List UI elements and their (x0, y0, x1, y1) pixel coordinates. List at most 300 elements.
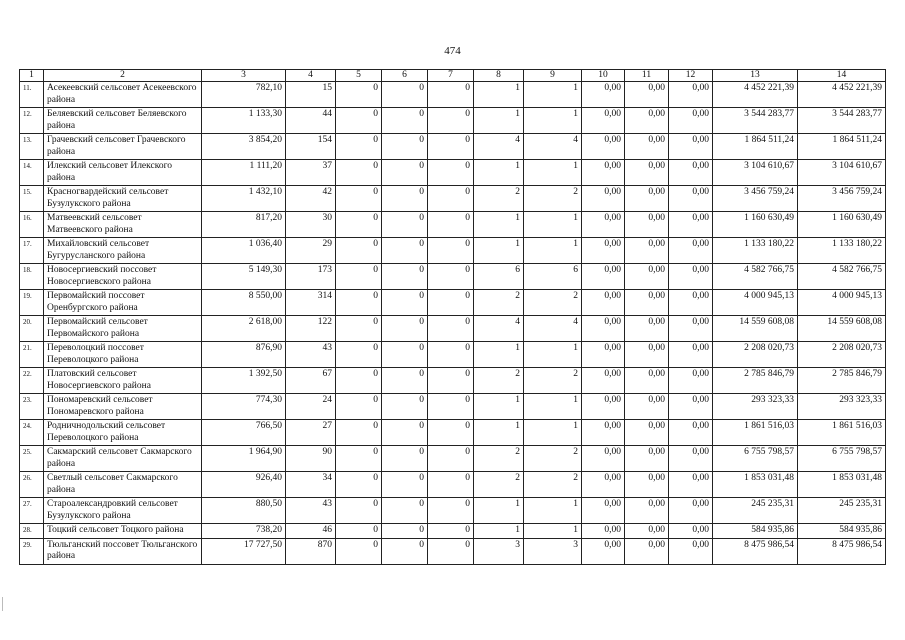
table-row (20, 538, 886, 564)
row-number: 17. (20, 238, 44, 264)
cell-value: 0,00 (625, 160, 669, 186)
cell-value: 0 (336, 160, 382, 186)
table-row (20, 394, 886, 420)
cell-value: 870 (286, 538, 336, 564)
column-header: 11 (625, 70, 669, 82)
cell-value: 0,00 (625, 264, 669, 290)
cell-value: 0 (428, 160, 474, 186)
cell-value: 1 861 516,03 (713, 420, 798, 446)
cell-value: 245 235,31 (713, 498, 798, 524)
cell-value: 0 (428, 394, 474, 420)
cell-value: 2 (474, 446, 524, 472)
cell-value: 0,00 (582, 134, 625, 160)
cell-value: 245 235,31 (798, 498, 886, 524)
cell-value: 30 (286, 212, 336, 238)
cell-value: 4 582 766,75 (798, 264, 886, 290)
row-number: 15. (20, 186, 44, 212)
cell-value: 0,00 (582, 472, 625, 498)
cell-value: 14 559 608,08 (798, 316, 886, 342)
row-number: 21. (20, 342, 44, 368)
row-number: 23. (20, 394, 44, 420)
cell-value: 0 (382, 342, 428, 368)
cell-value: 0,00 (625, 238, 669, 264)
cell-value: 8 475 986,54 (798, 538, 886, 564)
cell-value: 0,00 (582, 160, 625, 186)
cell-value: 0,00 (625, 524, 669, 539)
cell-value: 0,00 (669, 472, 713, 498)
cell-value: 0 (336, 290, 382, 316)
cell-value: 1 (474, 394, 524, 420)
cell-value: 0 (382, 394, 428, 420)
column-header: 14 (798, 70, 886, 82)
column-header: 5 (336, 70, 382, 82)
cell-value: 0 (336, 186, 382, 212)
row-number: 24. (20, 420, 44, 446)
cell-value: 2 208 020,73 (713, 342, 798, 368)
cell-value: 1 392,50 (202, 368, 286, 394)
cell-value: 67 (286, 368, 336, 394)
cell-value: 0 (428, 108, 474, 134)
cell-value: 0,00 (625, 342, 669, 368)
column-header: 9 (524, 70, 582, 82)
cell-value: 0 (382, 82, 428, 108)
municipality-name: Платовский сельсовет Новосергиевского района (44, 368, 202, 394)
cell-value: 0,00 (669, 186, 713, 212)
table-row (20, 498, 886, 524)
cell-value: 0 (382, 524, 428, 539)
table-row (20, 238, 886, 264)
cell-value: 15 (286, 82, 336, 108)
cell-value: 42 (286, 186, 336, 212)
cell-value: 0,00 (625, 368, 669, 394)
cell-value: 0,00 (582, 524, 625, 539)
cell-value: 24 (286, 394, 336, 420)
cell-value: 6 755 798,57 (713, 446, 798, 472)
cell-value: 2 785 846,79 (713, 368, 798, 394)
cell-value: 0,00 (582, 498, 625, 524)
cell-value: 1 (524, 160, 582, 186)
table-row (20, 472, 886, 498)
cell-value: 27 (286, 420, 336, 446)
cell-value: 3 (524, 538, 582, 564)
cell-value: 6 (474, 264, 524, 290)
municipality-name: Родничнодольский сельсовет Переволоцкого района (44, 420, 202, 446)
cell-value: 0 (336, 238, 382, 264)
cell-value: 0 (382, 420, 428, 446)
cell-value: 1 432,10 (202, 186, 286, 212)
cell-value: 0,00 (625, 108, 669, 134)
cell-value: 90 (286, 446, 336, 472)
cell-value: 1 (524, 342, 582, 368)
cell-value: 2 785 846,79 (798, 368, 886, 394)
municipality-name: Михайловский сельсовет Бугурусланского района (44, 238, 202, 264)
cell-value: 2 (474, 472, 524, 498)
cell-value: 0 (336, 82, 382, 108)
cell-value: 0 (428, 420, 474, 446)
cell-value: 0,00 (669, 238, 713, 264)
cell-value: 0,00 (582, 316, 625, 342)
cell-value: 173 (286, 264, 336, 290)
table-row (20, 420, 886, 446)
row-number: 27. (20, 498, 44, 524)
table-row (20, 342, 886, 368)
column-header: 12 (669, 70, 713, 82)
cell-value: 4 452 221,39 (798, 82, 886, 108)
cell-value: 3 854,20 (202, 134, 286, 160)
cell-value: 1 (474, 238, 524, 264)
cell-value: 0 (336, 342, 382, 368)
cell-value: 1 133 180,22 (798, 238, 886, 264)
cell-value: 34 (286, 472, 336, 498)
cell-value: 1 861 516,03 (798, 420, 886, 446)
cell-value: 0 (428, 212, 474, 238)
municipality-name: Сакмарский сельсовет Сакмарского района (44, 446, 202, 472)
row-number: 20. (20, 316, 44, 342)
cell-value: 766,50 (202, 420, 286, 446)
cell-value: 4 (474, 316, 524, 342)
cell-value: 2 (524, 472, 582, 498)
cell-value: 1 (474, 342, 524, 368)
cell-value: 0,00 (625, 134, 669, 160)
cell-value: 0,00 (669, 524, 713, 539)
cell-value: 926,40 (202, 472, 286, 498)
cell-value: 1 (474, 160, 524, 186)
cell-value: 4 000 945,13 (798, 290, 886, 316)
cell-value: 0,00 (582, 290, 625, 316)
cell-value: 3 104 610,67 (798, 160, 886, 186)
cell-value: 0 (428, 498, 474, 524)
cell-value: 8 475 986,54 (713, 538, 798, 564)
cell-value: 0,00 (625, 316, 669, 342)
cell-value: 17 727,50 (202, 538, 286, 564)
table-row (20, 290, 886, 316)
municipality-name: Пономаревский сельсовет Пономаревского района (44, 394, 202, 420)
cell-value: 0,00 (582, 238, 625, 264)
column-header: 3 (202, 70, 286, 82)
cell-value: 0,00 (625, 394, 669, 420)
table-row (20, 212, 886, 238)
municipality-name: Илекский сельсовет Илекского района (44, 160, 202, 186)
cell-value: 0 (382, 108, 428, 134)
cell-value: 1 (474, 524, 524, 539)
scan-edge-mark (2, 597, 3, 611)
cell-value: 774,30 (202, 394, 286, 420)
cell-value: 1 (474, 108, 524, 134)
cell-value: 4 452 221,39 (713, 82, 798, 108)
table-row (20, 82, 886, 108)
cell-value: 0,00 (625, 538, 669, 564)
cell-value: 0 (382, 238, 428, 264)
row-number: 25. (20, 446, 44, 472)
row-number: 22. (20, 368, 44, 394)
row-number: 13. (20, 134, 44, 160)
cell-value: 1 (524, 524, 582, 539)
cell-value: 1 (524, 238, 582, 264)
row-number: 18. (20, 264, 44, 290)
cell-value: 0,00 (669, 420, 713, 446)
cell-value: 0,00 (669, 108, 713, 134)
cell-value: 293 323,33 (713, 394, 798, 420)
cell-value: 782,10 (202, 82, 286, 108)
cell-value: 0 (336, 212, 382, 238)
table-row (20, 446, 886, 472)
municipality-name: Тоцкий сельсовет Тоцкого района (44, 524, 202, 539)
cell-value: 43 (286, 498, 336, 524)
cell-value: 0 (382, 472, 428, 498)
municipality-name: Грачевский сельсовет Грачевского района (44, 134, 202, 160)
cell-value: 3 544 283,77 (713, 108, 798, 134)
cell-value: 0 (428, 342, 474, 368)
cell-value: 1 864 511,24 (713, 134, 798, 160)
cell-value: 0,00 (669, 134, 713, 160)
cell-value: 584 935,86 (713, 524, 798, 539)
cell-value: 0,00 (669, 82, 713, 108)
cell-value: 0 (428, 238, 474, 264)
cell-value: 0 (336, 524, 382, 539)
cell-value: 5 149,30 (202, 264, 286, 290)
municipality-name: Первомайский сельсовет Первомайского района (44, 316, 202, 342)
row-number: 16. (20, 212, 44, 238)
cell-value: 880,50 (202, 498, 286, 524)
cell-value: 0 (382, 538, 428, 564)
cell-value: 0,00 (582, 538, 625, 564)
cell-value: 1 (524, 420, 582, 446)
cell-value: 584 935,86 (798, 524, 886, 539)
cell-value: 0,00 (669, 538, 713, 564)
cell-value: 817,20 (202, 212, 286, 238)
municipality-name: Переволоцкий поссовет Переволоцкого района (44, 342, 202, 368)
cell-value: 43 (286, 342, 336, 368)
cell-value: 0 (428, 186, 474, 212)
cell-value: 0,00 (625, 420, 669, 446)
cell-value: 0,00 (625, 82, 669, 108)
cell-value: 3 544 283,77 (798, 108, 886, 134)
cell-value: 876,90 (202, 342, 286, 368)
cell-value: 0,00 (669, 394, 713, 420)
cell-value: 1 160 630,49 (713, 212, 798, 238)
cell-value: 0 (336, 134, 382, 160)
cell-value: 0 (428, 264, 474, 290)
cell-value: 1 964,90 (202, 446, 286, 472)
cell-value: 0 (428, 82, 474, 108)
column-header: 1 (20, 70, 44, 82)
municipality-name: Беляевский сельсовет Беляевского района (44, 108, 202, 134)
column-header: 4 (286, 70, 336, 82)
cell-value: 3 (474, 538, 524, 564)
cell-value: 1 (524, 498, 582, 524)
table-row (20, 524, 886, 539)
cell-value: 4 (524, 316, 582, 342)
cell-value: 0 (336, 498, 382, 524)
cell-value: 8 550,00 (202, 290, 286, 316)
cell-value: 2 (474, 186, 524, 212)
cell-value: 0 (428, 290, 474, 316)
cell-value: 2 (524, 446, 582, 472)
cell-value: 0 (382, 290, 428, 316)
cell-value: 0,00 (582, 212, 625, 238)
cell-value: 0,00 (582, 108, 625, 134)
page-number: 474 (444, 45, 461, 57)
municipality-name: Матвеевский сельсовет Матвеевского района (44, 212, 202, 238)
cell-value: 0,00 (582, 264, 625, 290)
municipality-name: Первомайский поссовет Оренбургского района (44, 290, 202, 316)
cell-value: 0 (428, 538, 474, 564)
cell-value: 2 (524, 368, 582, 394)
row-number: 26. (20, 472, 44, 498)
column-header: 7 (428, 70, 474, 82)
cell-value: 4 (474, 134, 524, 160)
cell-value: 0,00 (625, 498, 669, 524)
cell-value: 0,00 (625, 290, 669, 316)
cell-value: 0,00 (669, 342, 713, 368)
cell-value: 2 (474, 290, 524, 316)
cell-value: 0 (428, 316, 474, 342)
column-header-row (20, 70, 886, 82)
table-row (20, 134, 886, 160)
cell-value: 0,00 (669, 316, 713, 342)
cell-value: 3 456 759,24 (798, 186, 886, 212)
cell-value: 1 (524, 108, 582, 134)
cell-value: 738,20 (202, 524, 286, 539)
table-row (20, 186, 886, 212)
cell-value: 2 (474, 368, 524, 394)
cell-value: 4 582 766,75 (713, 264, 798, 290)
cell-value: 0 (336, 420, 382, 446)
table-row (20, 108, 886, 134)
cell-value: 2 618,00 (202, 316, 286, 342)
cell-value: 122 (286, 316, 336, 342)
cell-value: 4 (524, 134, 582, 160)
cell-value: 1 (474, 420, 524, 446)
cell-value: 0 (336, 394, 382, 420)
cell-value: 0 (428, 446, 474, 472)
cell-value: 0,00 (669, 290, 713, 316)
municipality-name: Староалександровкий сельсовет Бузулукского района (44, 498, 202, 524)
table-row (20, 264, 886, 290)
cell-value: 0 (336, 108, 382, 134)
cell-value: 0,00 (582, 420, 625, 446)
cell-value: 0 (336, 264, 382, 290)
cell-value: 1 133,30 (202, 108, 286, 134)
row-number: 19. (20, 290, 44, 316)
column-header: 8 (474, 70, 524, 82)
table-row (20, 316, 886, 342)
cell-value: 0,00 (669, 498, 713, 524)
cell-value: 0,00 (669, 264, 713, 290)
cell-value: 29 (286, 238, 336, 264)
cell-value: 1 (474, 212, 524, 238)
cell-value: 0 (428, 524, 474, 539)
municipality-name: Светлый сельсовет Сакмарского района (44, 472, 202, 498)
cell-value: 0 (382, 134, 428, 160)
cell-value: 46 (286, 524, 336, 539)
cell-value: 2 (524, 186, 582, 212)
cell-value: 0 (382, 316, 428, 342)
column-header: 10 (582, 70, 625, 82)
cell-value: 0,00 (582, 82, 625, 108)
cell-value: 0 (336, 472, 382, 498)
cell-value: 0,00 (582, 394, 625, 420)
cell-value: 1 111,20 (202, 160, 286, 186)
cell-value: 0,00 (582, 446, 625, 472)
cell-value: 0 (382, 498, 428, 524)
cell-value: 154 (286, 134, 336, 160)
cell-value: 14 559 608,08 (713, 316, 798, 342)
cell-value: 0 (336, 368, 382, 394)
municipality-name: Асекеевский сельсовет Асекеевского района (44, 82, 202, 108)
cell-value: 0,00 (582, 342, 625, 368)
row-number: 29. (20, 538, 44, 564)
cell-value: 0,00 (582, 368, 625, 394)
cell-value: 0 (382, 264, 428, 290)
row-number: 14. (20, 160, 44, 186)
cell-value: 2 208 020,73 (798, 342, 886, 368)
cell-value: 3 104 610,67 (713, 160, 798, 186)
cell-value: 1 (474, 498, 524, 524)
cell-value: 1 (474, 82, 524, 108)
column-header: 13 (713, 70, 798, 82)
cell-value: 0,00 (625, 212, 669, 238)
cell-value: 0,00 (625, 446, 669, 472)
cell-value: 1 036,40 (202, 238, 286, 264)
cell-value: 1 853 031,48 (798, 472, 886, 498)
data-table (19, 69, 886, 565)
cell-value: 1 133 180,22 (713, 238, 798, 264)
cell-value: 0 (428, 134, 474, 160)
cell-value: 314 (286, 290, 336, 316)
cell-value: 2 (524, 290, 582, 316)
table-row (20, 160, 886, 186)
cell-value: 6 (524, 264, 582, 290)
municipality-name: Новосергиевский поссовет Новосергиевского района (44, 264, 202, 290)
cell-value: 0 (428, 472, 474, 498)
municipality-name: Тюльганский поссовет Тюльганского района (44, 538, 202, 564)
cell-value: 293 323,33 (798, 394, 886, 420)
column-header: 2 (44, 70, 202, 82)
cell-value: 1 (524, 212, 582, 238)
cell-value: 6 755 798,57 (798, 446, 886, 472)
row-number: 11. (20, 82, 44, 108)
cell-value: 0 (382, 212, 428, 238)
row-number: 28. (20, 524, 44, 539)
cell-value: 1 853 031,48 (713, 472, 798, 498)
cell-value: 0 (382, 186, 428, 212)
cell-value: 0,00 (625, 186, 669, 212)
cell-value: 0 (382, 446, 428, 472)
cell-value: 0 (336, 316, 382, 342)
cell-value: 4 000 945,13 (713, 290, 798, 316)
cell-value: 1 160 630,49 (798, 212, 886, 238)
cell-value: 0,00 (669, 160, 713, 186)
cell-value: 0,00 (669, 368, 713, 394)
cell-value: 0,00 (669, 446, 713, 472)
column-header: 6 (382, 70, 428, 82)
cell-value: 0 (336, 538, 382, 564)
cell-value: 1 864 511,24 (798, 134, 886, 160)
cell-value: 0,00 (669, 212, 713, 238)
table-body (20, 82, 886, 565)
cell-value: 3 456 759,24 (713, 186, 798, 212)
table-row (20, 368, 886, 394)
cell-value: 1 (524, 82, 582, 108)
cell-value: 0 (336, 446, 382, 472)
cell-value: 0 (428, 368, 474, 394)
cell-value: 44 (286, 108, 336, 134)
municipality-name: Красногвардейский сельсовет Бузулукского района (44, 186, 202, 212)
cell-value: 0 (382, 368, 428, 394)
cell-value: 0,00 (582, 186, 625, 212)
cell-value: 1 (524, 394, 582, 420)
